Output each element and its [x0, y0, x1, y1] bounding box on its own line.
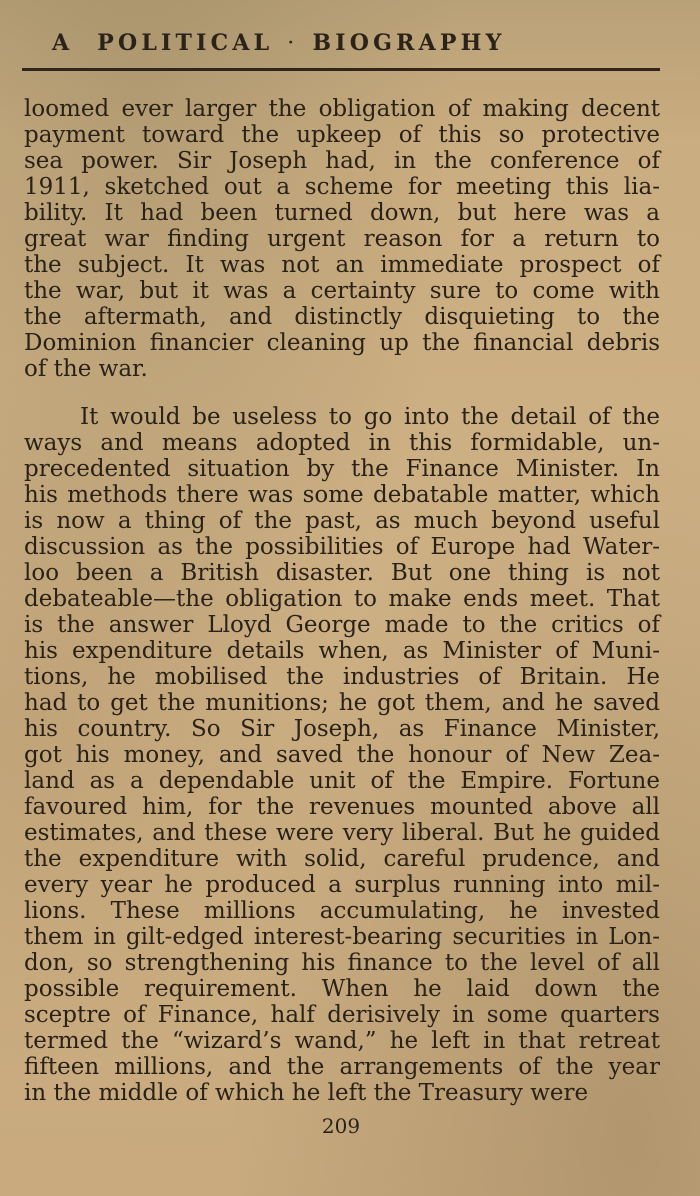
text-line: lions. These millions accumulating, he invested [24, 898, 660, 924]
text-line: sceptre of Finance, half derisively in some quarters [24, 1002, 660, 1028]
text-line: favoured him, for the revenues mounted above all [24, 794, 660, 820]
text-line: is now a thing of the past, as much beyond useful [24, 508, 660, 534]
text-line: ways and means adopted in this formidable, un- [24, 430, 660, 456]
running-head-separator: · [287, 31, 299, 56]
page-number: 209 [321, 1114, 361, 1138]
running-head [52, 30, 662, 56]
header-rule [22, 68, 660, 71]
text-line: discussion as the possibilities of Europe had Water- [24, 534, 660, 560]
text-line: Dominion financier cleaning up the financial debris [24, 330, 660, 356]
text-line: every year he produced a surplus running into mil- [24, 872, 660, 898]
text-line: his methods there was some debatable matter, which [24, 482, 660, 508]
text-line: in the middle of which he left the Treasury were [24, 1080, 589, 1106]
text-line: debateable—the obligation to make ends meet. That [24, 586, 660, 612]
text-line: the subject. It was not an immediate prospect of [24, 252, 660, 278]
text-line: them in gilt-edged interest-bearing securities in Lon- [24, 924, 660, 950]
text-line: great war finding urgent reason for a return to [24, 226, 660, 252]
text-line: sea power. Sir Joseph had, in the conference of [24, 148, 660, 174]
running-head-article: A [52, 30, 74, 56]
text-line: payment toward the upkeep of this so protective [24, 122, 660, 148]
text-line: his expenditure details when, as Minister of Muni- [24, 638, 660, 664]
text-line: don, so strengthening his finance to the level of all [24, 950, 660, 976]
text-line: precedented situation by the Finance Minister. In [24, 456, 660, 482]
text-line: possible requirement. When he laid down the [24, 976, 660, 1002]
text-line: termed the “wizard’s wand,” he left in that retreat [24, 1028, 660, 1054]
text-line: the aftermath, and distinctly disquieting to the [24, 304, 660, 330]
text-line: estimates, and these were very liberal. But he guided [24, 820, 660, 846]
text-line: fifteen millions, and the arrangements of the year [24, 1054, 660, 1080]
text-line: the war, but it was a certainty sure to come with [24, 278, 660, 304]
text-line: is the answer Lloyd George made to the critics of [24, 612, 660, 638]
text-line: bility. It had been turned down, but here was a [24, 200, 660, 226]
text-line: tions, he mobilised the industries of Britain. He [24, 664, 660, 690]
text-line: It would be useless to go into the detail of the [80, 404, 660, 430]
text-line: loo been a British disaster. But one thing is not [24, 560, 660, 586]
text-line: got his money, and saved the honour of New Zea- [24, 742, 660, 768]
text-line: of the war. [24, 356, 148, 382]
text-line: 1911, sketched out a scheme for meeting this lia- [24, 174, 660, 200]
text-line: land as a dependable unit of the Empire. Fortune [24, 768, 660, 794]
text-line: the expenditure with solid, careful prudence, and [24, 846, 660, 872]
text-line: his country. So Sir Joseph, as Finance Minister, [24, 716, 660, 742]
text-line: loomed ever larger the obligation of making decent [24, 96, 660, 122]
text-line: had to get the munitions; he got them, and he saved [24, 690, 660, 716]
running-head-word-1: POLITICAL [97, 30, 274, 56]
running-head-word-2: BIOGRAPHY [312, 30, 506, 56]
